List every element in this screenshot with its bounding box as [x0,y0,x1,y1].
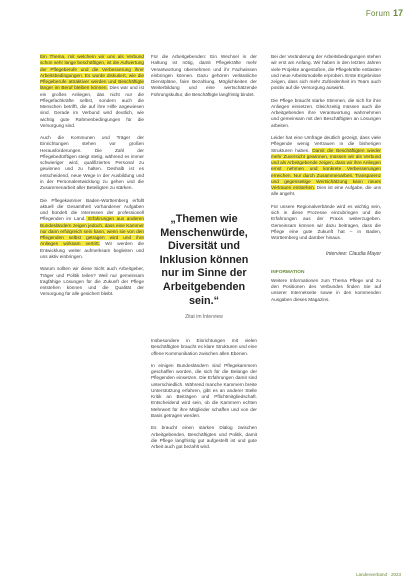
paragraph [151,363,257,419]
body-text: Dies war und ist ein großes Anliegen, das nicht nur die Pflegefachkräfte selbst, sondern auch die Menschen betrifft, die auf ihre Hilfe angewiesen sind. Gerade im Verbund wird deutlich, wie wichtig gute Rahmenbedingungen für die Versorgung sind. [40,85,144,128]
body-text: Leider hat eine Umfrage deutlich gezeigt, dass viele Pflegende wenig Vertrauen in die bisherigen Strukturen haben. [271,135,381,153]
body-text: Warum sollten wir diese Sicht auch Arbeitgeber, Träger und Politik teilen? Weil nur gemeinsam tragfähige Lösungen für die Zukunft der Pflege entstehen können und die Qualität der Versorgung für alle gesichert bleibt. [40,266,144,297]
infobox-body: Weitere Informationen zum Thema Pflege und zu den Positionen des Verbundes finden Sie auf unserer Internetseite sowie in den kommenden Ausgaben dieses Magazins. [271,277,381,302]
paragraph [271,54,381,92]
column-3-body [271,54,381,241]
pull-quote [151,213,257,320]
body-text: Die Pflegekammer Baden-Württemberg erfüllt aktuell die Gesamtheit vorhandener Aufgaben und bündelt die Interessen der professionell Pflegenden im Land. [40,197,144,222]
paragraph [151,425,257,450]
page-footer: Landesverband · 2023 [355,572,401,577]
infobox-title: INFORMATION [271,269,305,275]
body-text: Auch die Kommunen und Träger der Einrichtungen stehen vor großen Herausforderungen. Die Zahl der Pflegebedürftigen steigt stetig, während es immer schwieriger wird, qualifiziertes Personal zu gewinnen und zu halten. Deshalb ist es entscheidend, neue Wege in der Ausbildung und in der Personalentwicklung zu gehen und die Zusammenarbeit aller Beteiligten zu stärken. [40,135,144,191]
body-text: Insbesondere in Einrichtungen mit vielen Beschäftigten braucht es klare Strukturen und eine offene Kommunikation zwischen allen Ebenen. [151,338,257,356]
paragraph [271,98,381,129]
page-number: 17 [392,8,403,18]
paragraph [271,135,381,198]
body-text: Es braucht einen starken Dialog zwischen Arbeitgebenden, Beschäftigten und Politik, damit die Pflege langfristig gut aufgestellt ist und gute Arbeit auch gut bezahlt wird. [151,425,257,450]
body-text: Für die Arbeitgebenden: Ein Wechsel in der Haltung ist nötig, damit Pflegekräfte mehr Verantwortung übernehmen und ihr Fachwissen einbringen können. Dazu gehören verlässliche Dienstpläne, faire Bezahlung, Möglichkeiten der Weiterbildung und eine wertschätzende Führungskultur, die Beschäftigte langfristig bindet. [151,54,257,97]
column-2-top [151,54,257,104]
highlighted-text: Erfahrungen aus anderen Bundesländern zeigen jedoch, dass eine Kammer nur dann erfolgreich sein kann, wenn sie von den Pflegenden selbst getragen wird und ihre Anliegen wirksam vertritt. [40,216,144,247]
paragraph [40,266,144,297]
column-2-bottom [151,338,257,457]
paragraph [40,54,144,129]
body-text: Für unsere Regionalverbände wird es wichtig sein, sich in diese Prozesse einzubringen und die Erfahrungen aus der Praxis weiterzugeben. Gemeinsam können wir dazu beitragen, dass die Pflege eine gute Zukunft hat – in Baden, Württemberg und darüber hinaus. [271,203,381,241]
paragraph [40,198,144,261]
paragraph [151,338,257,357]
highlighted-text: Ein Thema, mit welchem wir uns als Verbund schon sehr lange beschäftigen, ist die Aufwertung der Pflegeberufe und die Verbesserung ihrer Arbeitsbedingungen. Es wurde diskutiert, wie die Pflegeberufe attraktiver werden und Beschäftigte länger im Beruf bleiben können. [40,54,144,91]
paragraph [40,135,144,191]
body-text: In einigen Bundesländern sind Pflegekammern geschaffen worden, die sich für die Belange der Pflegenden einsetzen. Die Erfahrungen damit sind unterschiedlich. Während manche Kammern breite Unterstützung erfahren, gibt es an anderer Stelle Kritik an Beiträgen und Pflichtmitgliedschaft. Entscheidend wird sein, ob die Kammern echten Mehrwert für ihre Mitglieder schaffen und von der Basis getragen werden. [151,362,257,418]
body-text: Bei der Veränderung der Arbeitsbedingungen stehen wir erst am Anfang. Wir haben in den letzten Jahren viele Projekte angestoßen, die Pflegekräfte entlasten und neue Arbeitsmodelle erproben. Erste Ergebnisse zeigen, dass sich mehr Zufriedenheit im Team auch positiv auf die Versorgung auswirkt. [271,54,381,91]
page-header [366,6,403,20]
paragraph [271,204,381,242]
body-text: Die Pflege braucht starke Stimmen, die sich für ihre Anliegen einsetzen. Gleichzeitig müssen auch die Arbeitgebenden ihre Verantwortung wahrnehmen und gemeinsam mit den Beschäftigten an Lösungen arbeiten. [271,97,381,128]
highlighted-text: Damit die Beschäftigten wieder mehr Zuversicht gewinnen, müssen wir als Verbund und als Arbeitgebende zeigen, dass wir ihre Anliegen ernst nehmen und konkrete Verbesserungen erreichen. Nur durch Zusammenarbeit, Transparenz und gegenseitige Wertschätzung kann neues Vertrauen entstehen. [271,147,381,191]
author-credit: Interview: Claudia Mayer [325,251,381,258]
column-3 [271,54,381,309]
body-text: Dies ist eine Aufgabe, die uns alle angeht. [271,185,381,197]
section-label: Forum [365,8,390,18]
paragraph [151,54,257,98]
column-1 [40,54,144,304]
body-text: Wir werden die Entwicklung weiter aufmerksam begleiten und uns aktiv einbringen. [40,241,144,259]
pull-quote-attribution: Zitat im Interview [185,314,223,321]
pull-quote-text: „Themen wie Menschenwürde, Diversität und Inklusion können nur im Sinne der Arbeitgebenden sein.“ [159,213,249,307]
